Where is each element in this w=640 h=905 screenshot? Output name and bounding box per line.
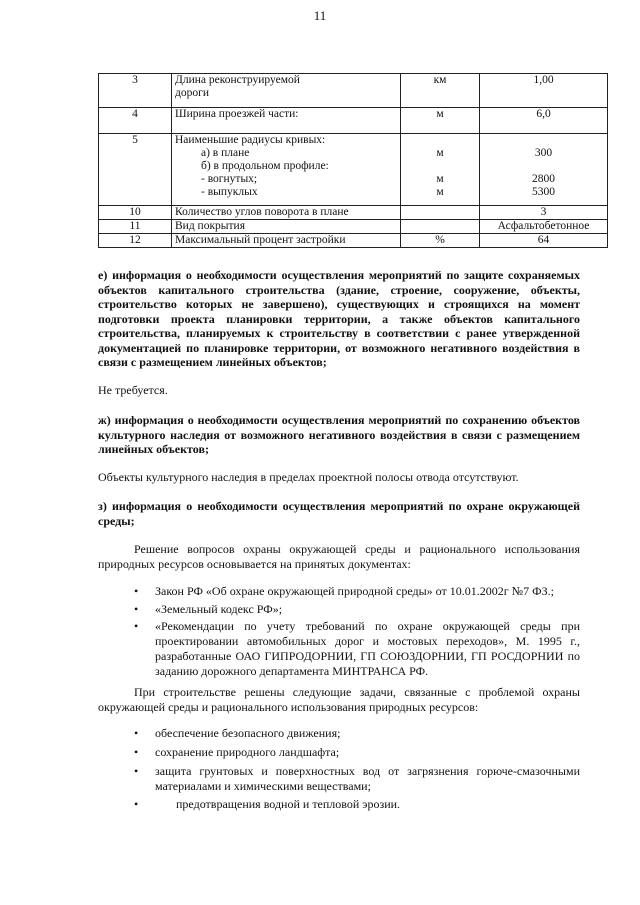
section-z-tasks-intro: При строительстве решены следующие задачи, связанные с проблемой охраны окружающей среды и рационального использования природных ресурсов: bbox=[98, 685, 580, 714]
page-number: 11 bbox=[313, 8, 327, 23]
bullet-icon: • bbox=[134, 619, 139, 633]
row-name: Вид покрытия bbox=[172, 220, 401, 234]
row-value-line: 5300 bbox=[532, 186, 555, 198]
list-item-text: обеспечение безопасного движения; bbox=[155, 726, 341, 740]
row-name: Количество углов поворота в плане bbox=[172, 206, 401, 220]
section-z-heading: з) информация о необходимости осуществления мероприятий по охране окружающей среды; bbox=[98, 499, 580, 528]
bullet-icon: • bbox=[134, 745, 139, 759]
row-value-line: 2800 bbox=[532, 173, 555, 185]
row-value: 64 bbox=[480, 234, 608, 248]
bullet-icon: • bbox=[134, 602, 139, 616]
row-name-line: Длина реконструируемой bbox=[175, 74, 300, 86]
row-value: 1,00 bbox=[480, 74, 608, 108]
row-unit-line: м bbox=[436, 147, 444, 159]
row-unit: м bbox=[401, 108, 480, 134]
list-item-text: «Земельный кодекс РФ»; bbox=[155, 602, 283, 616]
row-value bbox=[480, 134, 608, 206]
row-name: Ширина проезжей части: bbox=[172, 108, 401, 134]
list-item-text: сохранение природного ландшафта; bbox=[155, 745, 340, 759]
row-number: 3 bbox=[99, 74, 172, 108]
table-row bbox=[99, 206, 608, 220]
row-number: 11 bbox=[99, 220, 172, 234]
section-zh-heading: ж) информация о необходимости осуществления мероприятий по сохранению объектов культурного наследия от возможного негативного воздействия в связи с размещением линейных объектов; bbox=[98, 413, 580, 456]
row-name bbox=[172, 74, 401, 108]
table-row bbox=[99, 74, 608, 108]
row-unit bbox=[401, 134, 480, 206]
table-row bbox=[99, 220, 608, 234]
row-unit: % bbox=[401, 234, 480, 248]
row-name: Максимальный процент застройки bbox=[172, 234, 401, 248]
row-name-line: - вогнутых; bbox=[201, 173, 258, 185]
row-value: 6,0 bbox=[480, 108, 608, 134]
bullet-icon: • bbox=[134, 584, 139, 598]
row-unit-line: м bbox=[436, 173, 444, 185]
row-number: 10 bbox=[99, 206, 172, 220]
section-e-heading: е) информация о необходимости осуществления мероприятий по защите сохраняемых объектов капитального строительства (здание, строение, сооружение, объекты, строительство которых не завершено), существующих и строящихся на момент подготовки проекта планировки территории, а также объектов капитального строительства, планируемых к строительству в соответствии с ранее утвержденной документацией по планировке территории, от возможного негативного воздействия в связи с размещением линейных объектов; bbox=[98, 268, 580, 369]
table-row bbox=[99, 234, 608, 248]
row-unit-line: м bbox=[436, 186, 444, 198]
list-item-text: «Рекомендации по учету требований по охране окружающей среды при проектировании автомобильных дорог и мостовых переходов», М. 1995 г., разработанные ОАО ГИПРОДОРНИИ, ГП СОЮЗДОРНИИ, ГП РОСДОРНИИ по заданию дорожного департамента МИНТРАНСА РФ. bbox=[155, 619, 580, 678]
section-z-intro: Решение вопросов охраны окружающей среды и рационального использования природных ресурсов основывается на принятых документах: bbox=[98, 542, 580, 571]
row-unit bbox=[401, 220, 480, 234]
row-name-line: б) в продольном профиле: bbox=[201, 160, 329, 172]
list-item-text: Закон РФ «Об охране окружающей природной среды» от 10.01.2002г №7 ФЗ.; bbox=[155, 584, 554, 598]
row-name-line: а) в плане bbox=[201, 147, 250, 159]
row-name-line: дороги bbox=[175, 87, 209, 99]
parameters-table bbox=[98, 73, 608, 248]
bullet-icon: • bbox=[134, 764, 139, 778]
bullet-icon: • bbox=[134, 726, 139, 740]
row-name bbox=[172, 134, 401, 206]
table-row bbox=[99, 108, 608, 134]
row-unit: км bbox=[401, 74, 480, 108]
row-number: 5 bbox=[99, 134, 172, 206]
row-name-line: Наименьшие радиусы кривых: bbox=[175, 134, 326, 146]
row-unit bbox=[401, 206, 480, 220]
row-value: Асфальтобетонное bbox=[480, 220, 608, 234]
row-value-line: 300 bbox=[534, 147, 553, 159]
row-value: 3 bbox=[480, 206, 608, 220]
table-row bbox=[99, 134, 608, 206]
section-e-answer: Не требуется. bbox=[98, 383, 168, 397]
list-item-text: предотвращения водной и тепловой эрозии. bbox=[176, 797, 401, 811]
row-number: 4 bbox=[99, 108, 172, 134]
list-item-text: защита грунтовых и поверхностных вод от загрязнения горюче-смазочными материалами и химическими веществами; bbox=[155, 764, 580, 793]
section-zh-answer: Объекты культурного наследия в пределах проектной полосы отвода отсутствуют. bbox=[98, 470, 519, 484]
bullet-icon: • bbox=[134, 797, 139, 811]
row-number: 12 bbox=[99, 234, 172, 248]
row-name-line: - выпуклых bbox=[201, 186, 258, 198]
